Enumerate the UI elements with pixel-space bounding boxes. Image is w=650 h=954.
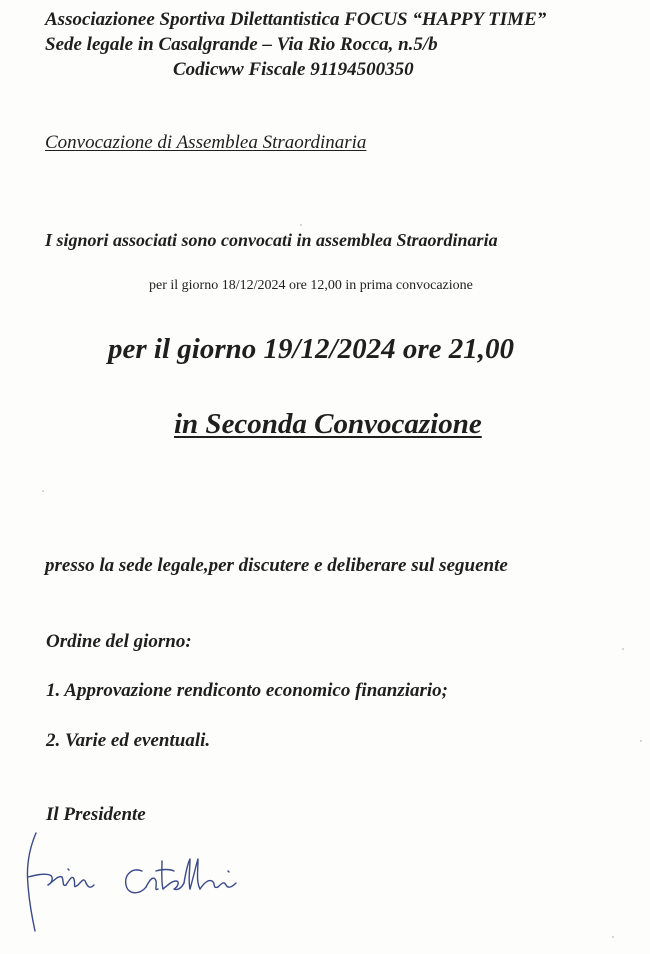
fiscal-code: Codicww Fiscale 91194500350 — [173, 59, 414, 80]
second-call-label — [158, 408, 482, 441]
association-name: Associazionee Sportiva Dilettantistica FOCUS “HAPPY TIME” — [45, 9, 547, 30]
venue-text: presso la sede legale,per discutere e deliberare sul seguente — [45, 555, 508, 576]
agenda-title: Ordine del giorno: — [46, 631, 192, 652]
second-call-date: per il giorno 19/12/2024 ore 21,00 — [108, 333, 515, 365]
first-call-text: per il giorno 18/12/2024 ore 12,00 in prima convocazione — [149, 278, 473, 293]
intro-text: I signori associati sono convocati in assemblea Straordinaria — [45, 230, 498, 250]
president-label: Il Presidente — [46, 804, 146, 825]
scan-speck — [640, 740, 642, 742]
registered-office: Sede legale in Casalgrande – Via Rio Rocca, n.5/b — [45, 34, 438, 55]
scan-speck — [300, 224, 302, 226]
convocation-title: Convocazione di Assemblea Straordinaria — [45, 132, 367, 153]
agenda-item: 1. Approvazione rendiconto economico finanziario; — [46, 680, 449, 701]
scan-speck — [622, 648, 624, 650]
agenda-item: 2. Varie ed eventuali. — [46, 730, 211, 751]
scan-speck — [612, 936, 614, 938]
second-call-label-text: in Seconda Convocazione — [174, 408, 482, 440]
signature-image — [22, 825, 252, 935]
scan-speck — [42, 490, 44, 492]
